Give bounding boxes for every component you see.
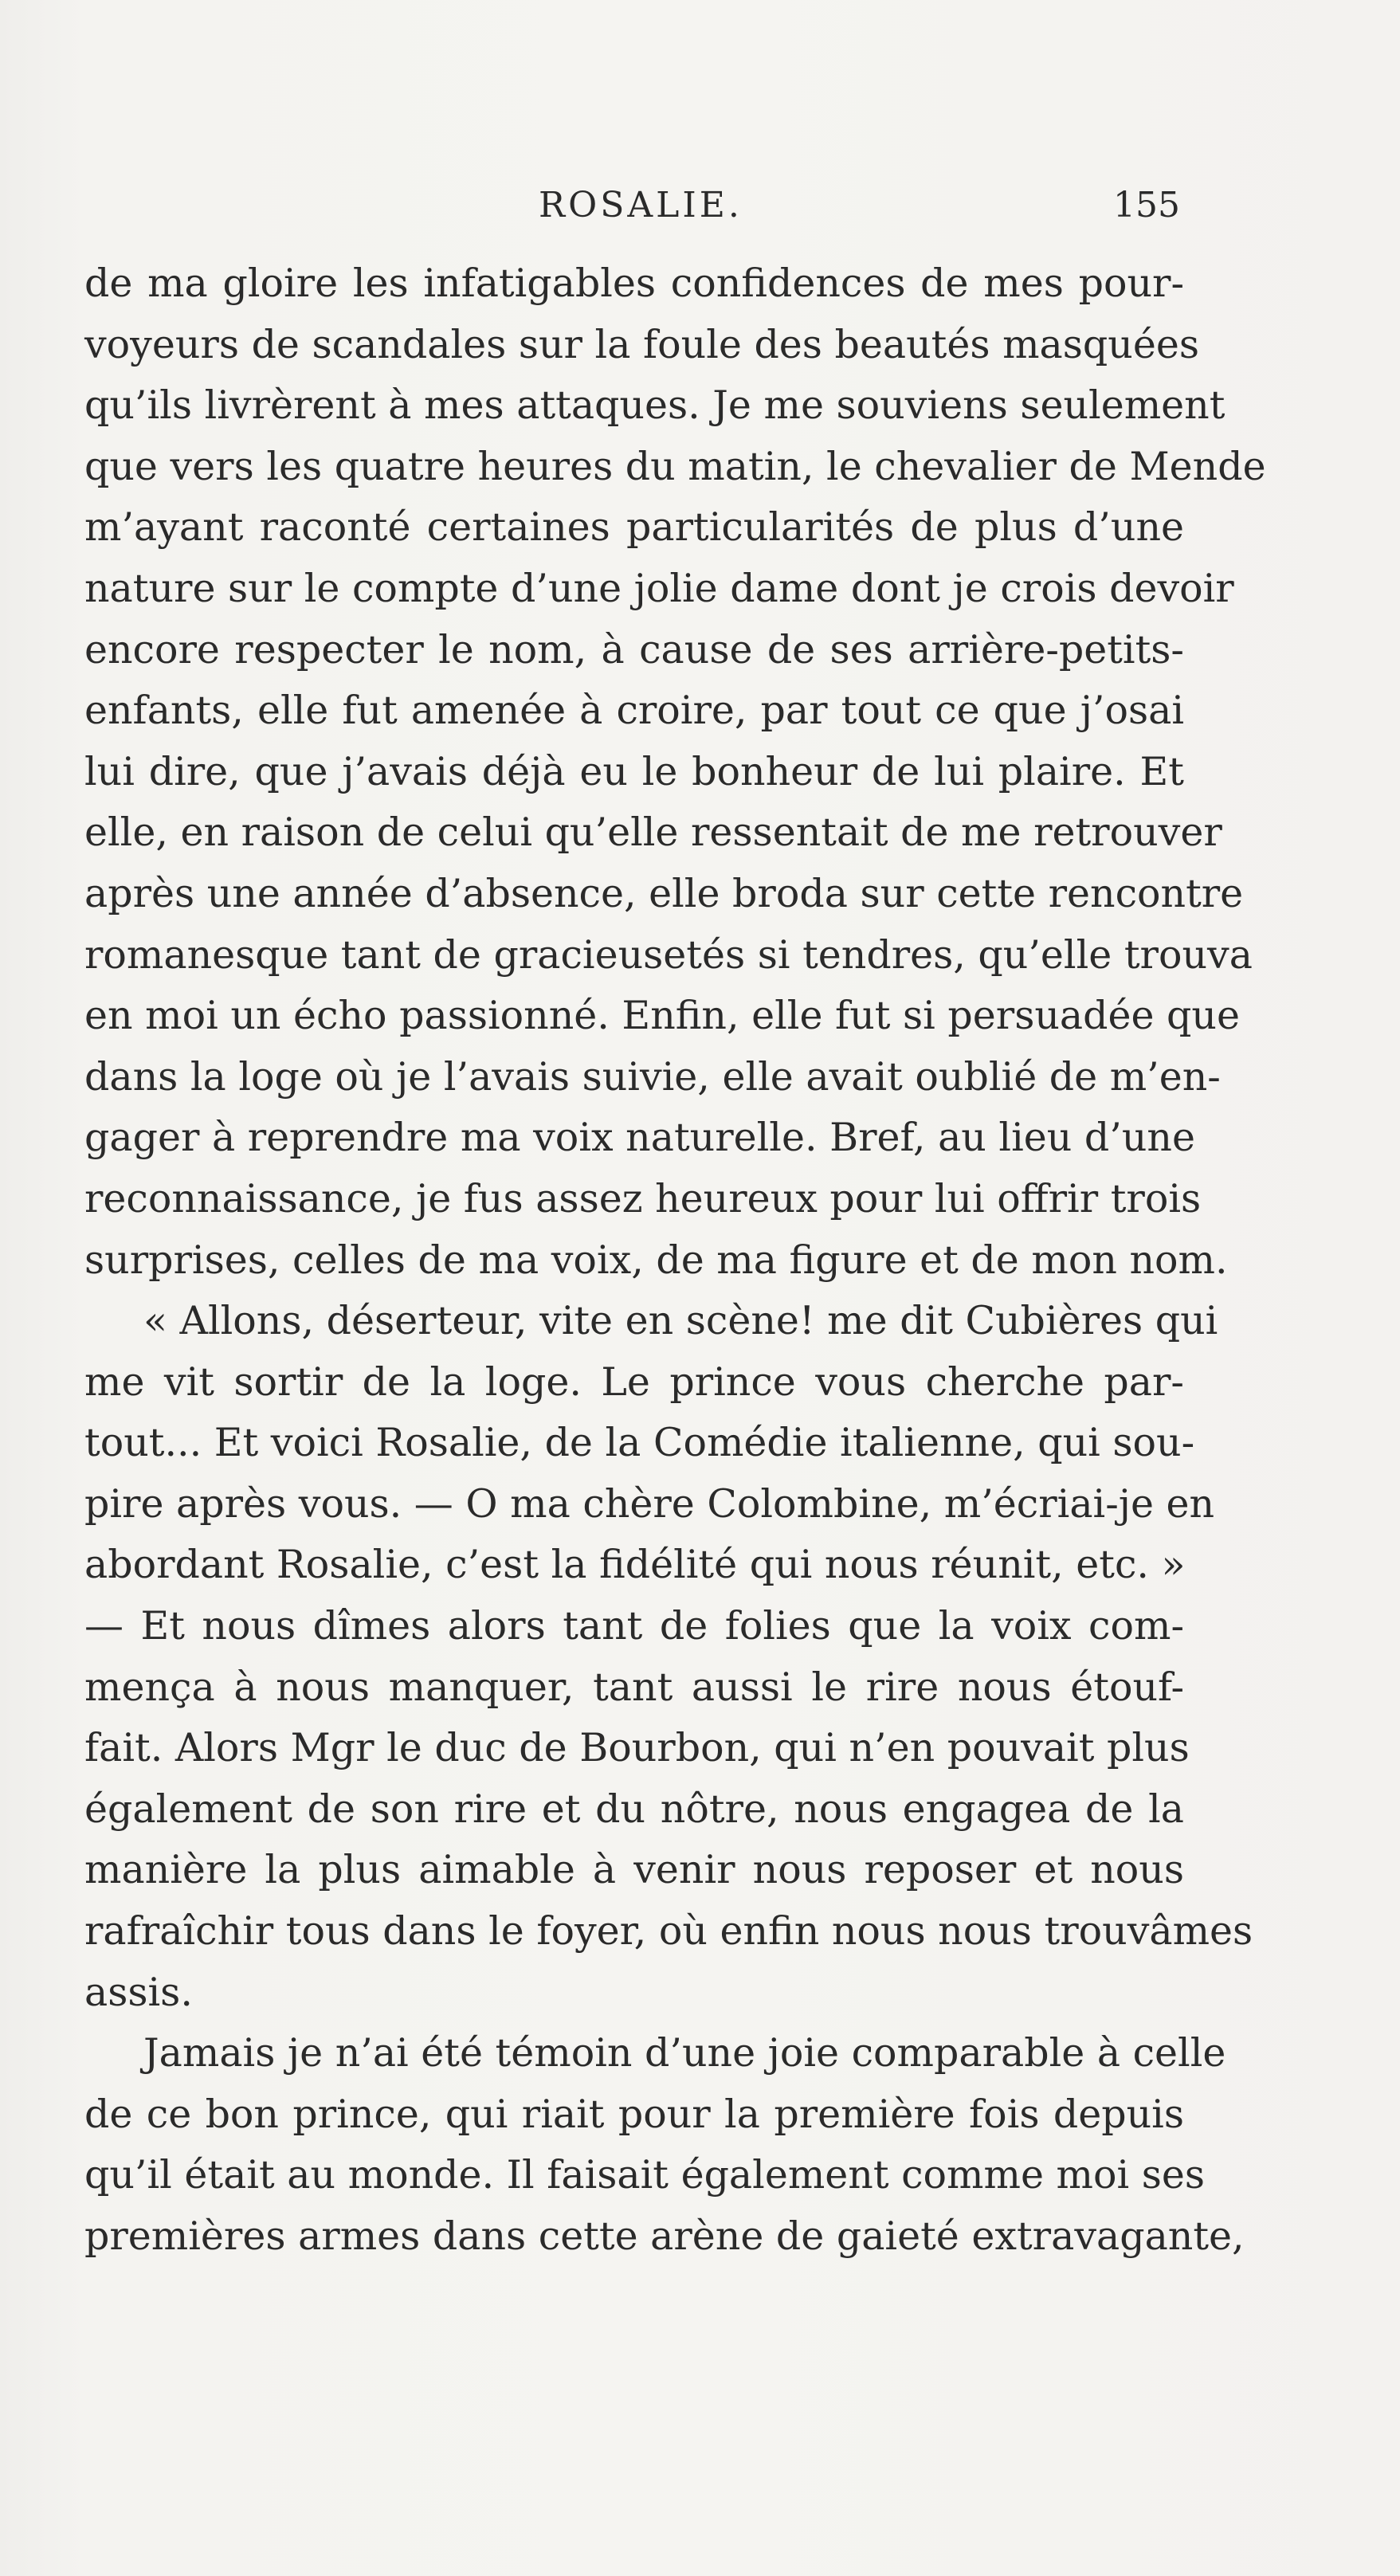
text-line: que vers les quatre heures du matin, le chevalier de Mende	[84, 443, 1266, 489]
text-line: lui dire, que j’avais déjà eu le bonheur de lui plaire. Et	[84, 748, 1184, 794]
text-line: — Et nous dîmes alors tant de folies que la voix com-	[84, 1603, 1184, 1649]
text-line: assis.	[84, 1969, 193, 2015]
text-line: également de son rire et du nôtre, nous engagea de la	[84, 1786, 1184, 1832]
running-title: ROSALIE.	[539, 185, 743, 225]
text-line: qu’il était au monde. Il faisait également comme moi ses	[84, 2152, 1206, 2198]
text-line: dans la loge où je l’avais suivie, elle avait oublié de m’en-	[84, 1053, 1221, 1100]
text-line: abordant Rosalie, c’est la fidélité qui nous réunit, etc. »	[84, 1542, 1186, 1588]
text-line: de ce bon prince, qui riait pour la première fois depuis	[84, 2091, 1184, 2137]
text-line: elle, en raison de celui qu’elle ressentait de me retrouver	[84, 810, 1222, 856]
text-line: nature sur le compte d’une jolie dame dont je crois devoir	[84, 565, 1234, 611]
text-line: pire après vous. — O ma chère Colombine, m’écriai-je en	[84, 1480, 1215, 1527]
text-line: rafraîchir tous dans le foyer, où enfin nous nous trouvâmes	[84, 1908, 1253, 1955]
text-line: surprises, celles de ma voix, de ma figure et de mon nom.	[84, 1237, 1228, 1283]
body-text	[84, 253, 1266, 2268]
page-number: 155	[1113, 185, 1180, 225]
text-line: « Allons, déserteur, vite en scène! me dit Cubières qui	[143, 1298, 1218, 1344]
text-line: fait. Alors Mgr le duc de Bourbon, qui n’en pouvait plus	[84, 1725, 1190, 1771]
text-line: en moi un écho passionné. Enfin, elle fut si persuadée que	[84, 993, 1240, 1039]
text-line: encore respecter le nom, à cause de ses arrière-petits-	[84, 626, 1184, 672]
text-line: romanesque tant de gracieusetés si tendres, qu’elle trouva	[84, 931, 1253, 978]
text-line: après une année d’absence, elle broda sur cette rencontre	[84, 870, 1244, 916]
text-line: mença à nous manquer, tant aussi le rire nous étouf-	[84, 1664, 1184, 1710]
text-line: de ma gloire les infatigables confidences de mes pour-	[84, 261, 1184, 306]
text-line: voyeurs de scandales sur la foule des beautés masquées	[84, 321, 1199, 367]
text-line: gager à reprendre ma voix naturelle. Bref, au lieu d’une	[84, 1115, 1195, 1161]
text-line: qu’ils livrèrent à mes attaques. Je me souviens seulement	[84, 382, 1225, 429]
text-line: manière la plus aimable à venir nous reposer et nous	[84, 1847, 1184, 1893]
text-line: me vit sortir de la loge. Le prince vous cherche par-	[84, 1359, 1184, 1405]
text-line: reconnaissance, je fus assez heureux pour lui offrir trois	[84, 1175, 1202, 1221]
text-line: tout... Et voici Rosalie, de la Comédie italienne, qui sou-	[84, 1420, 1195, 1466]
text-line: Jamais je n’ai été témoin d’une joie comparable à celle	[143, 2030, 1226, 2076]
text-line: m’ayant raconté certaines particularités de plus d’une	[84, 504, 1184, 551]
text-line: premières armes dans cette arène de gaieté extravagante,	[84, 2213, 1245, 2259]
page-header	[84, 182, 1180, 229]
text-line: enfants, elle fut amenée à croire, par tout ce que j’osai	[84, 688, 1184, 734]
